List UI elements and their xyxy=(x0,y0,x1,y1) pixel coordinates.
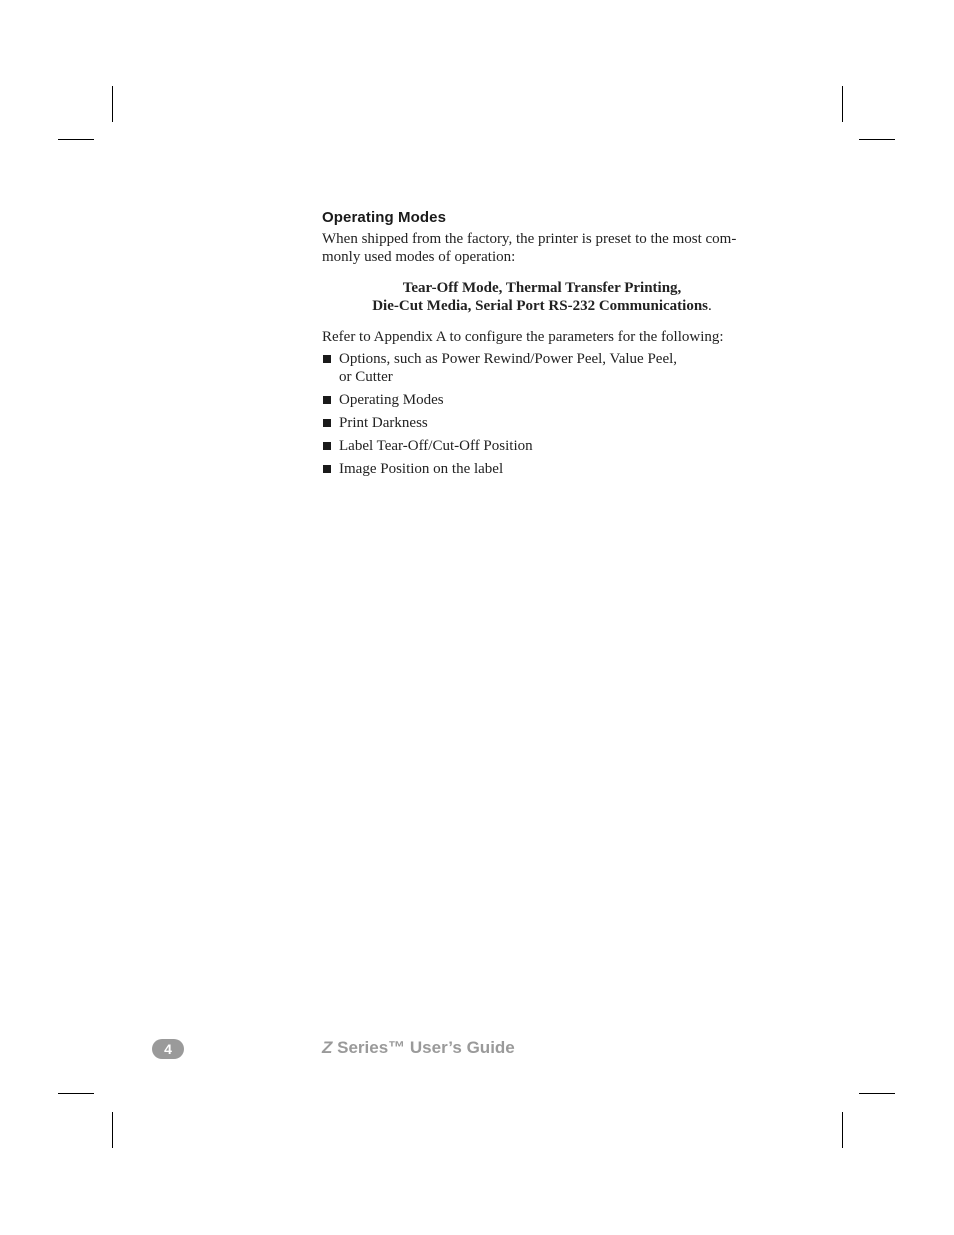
list-item xyxy=(322,414,762,432)
list-item-text: Label Tear-Off/Cut-Off Position xyxy=(339,438,533,454)
refer-paragraph: Refer to Appendix A to configure the parameters for the following: xyxy=(322,329,724,345)
square-bullet-icon xyxy=(323,419,331,427)
square-bullet-icon xyxy=(323,465,331,473)
crop-mark-top-left-horizontal xyxy=(58,139,94,140)
list-item-line-1: Options, such as Power Rewind/Power Peel, Value Peel, xyxy=(339,351,678,367)
default-modes-line-1: Tear-Off Mode, Thermal Transfer Printing, xyxy=(402,280,682,296)
list-item xyxy=(322,350,762,386)
list-item xyxy=(322,437,762,455)
footer-title-rest: Series™ User’s Guide xyxy=(332,1038,515,1057)
crop-mark-top-right-horizontal xyxy=(859,139,895,140)
list-item xyxy=(322,391,762,409)
section-heading: Operating Modes xyxy=(322,209,447,226)
list-item-text: Operating Modes xyxy=(339,392,444,408)
default-modes-period: . xyxy=(708,298,712,314)
intro-line-2: monly used modes of operation: xyxy=(322,249,516,265)
default-modes xyxy=(322,279,762,315)
crop-mark-bottom-right-vertical xyxy=(842,1112,843,1148)
intro-line-1: When shipped from the factory, the printer is preset to the most com- xyxy=(322,231,737,247)
list-item-line-2: or Cutter xyxy=(339,369,393,385)
square-bullet-icon xyxy=(323,442,331,450)
list-item-text: Image Position on the label xyxy=(339,461,504,477)
footer-guide-title xyxy=(322,1038,515,1058)
square-bullet-icon xyxy=(323,396,331,404)
crop-mark-top-left-vertical xyxy=(112,86,113,122)
default-modes-line-2: Die-Cut Media, Serial Port RS-232 Communications xyxy=(372,298,709,314)
page-number-badge: 4 xyxy=(152,1039,184,1059)
square-bullet-icon xyxy=(323,355,331,363)
crop-mark-bottom-right-horizontal xyxy=(859,1093,895,1094)
list-item-text: Print Darkness xyxy=(339,415,428,431)
parameter-list xyxy=(322,350,762,478)
intro-paragraph xyxy=(322,230,762,266)
list-item xyxy=(322,460,762,478)
footer-title-z: Z xyxy=(322,1038,333,1057)
crop-mark-bottom-left-vertical xyxy=(112,1112,113,1148)
crop-mark-top-right-vertical xyxy=(842,86,843,122)
crop-mark-bottom-left-horizontal xyxy=(58,1093,94,1094)
section-operating-modes xyxy=(322,209,762,483)
